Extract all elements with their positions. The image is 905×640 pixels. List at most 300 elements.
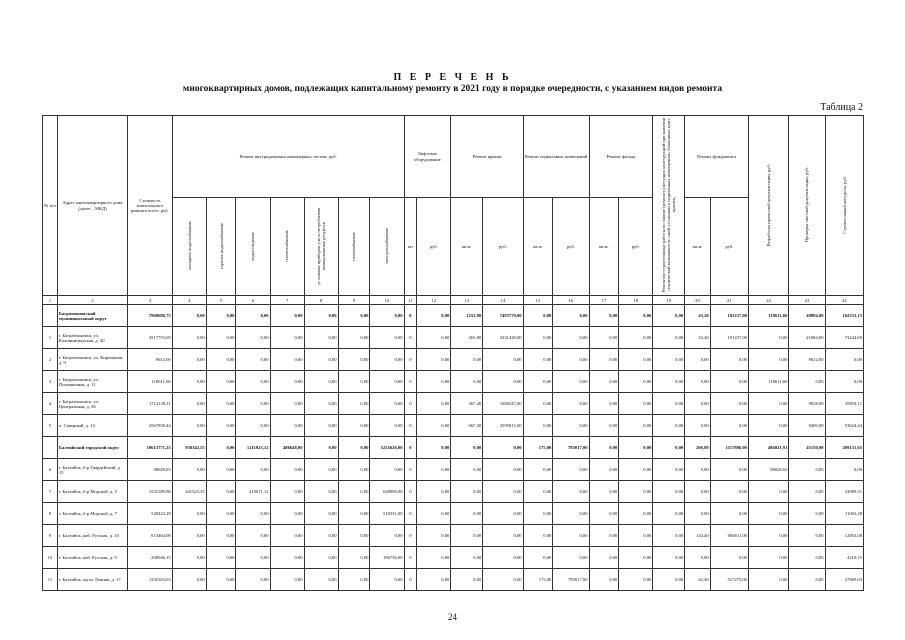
row-value: 0,00 bbox=[553, 371, 589, 393]
row-value: 0,00 bbox=[206, 547, 236, 569]
row-value: 0,00 bbox=[619, 547, 653, 569]
row-value: 0,00 bbox=[789, 459, 825, 481]
row-value: 0,00 bbox=[451, 459, 483, 481]
row-value: 0,00 bbox=[270, 415, 304, 437]
row-value: 0,00 bbox=[417, 525, 451, 547]
row-value: 600611,00 bbox=[710, 525, 748, 547]
row-value: 0,00 bbox=[589, 371, 619, 393]
row-value: 53624,44 bbox=[825, 415, 863, 437]
row-value: 486648,00 bbox=[270, 437, 304, 459]
row-value: 118611,60 bbox=[748, 305, 788, 327]
row-value: 0,00 bbox=[338, 349, 370, 371]
row-value: 0,00 bbox=[653, 503, 685, 525]
row-value: 9828,00 bbox=[789, 393, 825, 415]
row-value: 0,00 bbox=[270, 547, 304, 569]
row-number bbox=[43, 305, 58, 327]
row-value: 0,00 bbox=[483, 371, 523, 393]
row-value: 0,00 bbox=[553, 305, 589, 327]
unit-lift-sht: шт bbox=[404, 198, 417, 296]
row-value: 0,00 bbox=[685, 393, 711, 415]
document-subtitle: многоквартирных домов, подлежащих капитальному ремонту в 2021 году в порядке очередности, с указанием видов ремонта bbox=[182, 84, 723, 94]
row-value: 0,00 bbox=[338, 371, 370, 393]
row-value: 0,00 bbox=[172, 415, 206, 437]
row-value: 0,00 bbox=[685, 349, 711, 371]
header-control: Строительный контроль, руб. bbox=[825, 116, 863, 296]
row-value: 0,00 bbox=[653, 569, 685, 591]
row-value: 0,00 bbox=[417, 459, 451, 481]
row-value: 2595815,00 bbox=[483, 415, 523, 437]
row-value: 0,00 bbox=[589, 393, 619, 415]
header-cost: Стоимость капитального ремонта всего, руб. bbox=[128, 116, 173, 296]
row-value: 0,00 bbox=[789, 481, 825, 503]
header-roof: Ремонт крыши bbox=[451, 116, 523, 198]
table-row bbox=[43, 459, 864, 481]
row-value: 0,00 bbox=[619, 437, 653, 459]
row-value: 0 bbox=[404, 327, 417, 349]
column-number: 10 bbox=[370, 296, 404, 305]
row-value: 0,00 bbox=[304, 393, 338, 415]
header-cold-water: холодное водоснабжение bbox=[172, 198, 206, 296]
row-value: 0,00 bbox=[523, 547, 553, 569]
row-value: 10613771,23 bbox=[128, 437, 173, 459]
row-value: 0,00 bbox=[304, 525, 338, 547]
row-value: 638906,00 bbox=[370, 481, 404, 503]
column-number: 15 bbox=[523, 296, 553, 305]
row-value: 0,00 bbox=[338, 327, 370, 349]
header-meters: установка приборов учета потребления коммунальных ресурсов bbox=[304, 198, 338, 296]
row-address: г. Багратионовск, ул. Калининградская, д. 40 bbox=[57, 327, 127, 349]
row-value: 0,00 bbox=[553, 547, 589, 569]
row-value: 0,00 bbox=[236, 569, 270, 591]
row-value: 0,00 bbox=[206, 481, 236, 503]
row-value: 32089,51 bbox=[825, 481, 863, 503]
row-value: 0,00 bbox=[417, 327, 451, 349]
row-value: 0,00 bbox=[304, 349, 338, 371]
row-value: 0,00 bbox=[417, 481, 451, 503]
header-foundation: Ремонт фундамента bbox=[685, 116, 749, 198]
row-value: 0,00 bbox=[236, 349, 270, 371]
row-value: 0,00 bbox=[206, 569, 236, 591]
row-value: 0,00 bbox=[553, 393, 589, 415]
row-value: 43,20 bbox=[685, 327, 711, 349]
row-value: 0,00 bbox=[451, 437, 483, 459]
row-value: 191237,00 bbox=[710, 305, 748, 327]
row-address: г. Багратионовск, ул. Кирпичная, д. 9 bbox=[57, 349, 127, 371]
row-value: 0,00 bbox=[523, 481, 553, 503]
row-value: 785017,00 bbox=[553, 569, 589, 591]
row-value: 0,00 bbox=[619, 371, 653, 393]
row-value: 0,00 bbox=[748, 481, 788, 503]
row-number: 8 bbox=[43, 503, 58, 525]
row-value: 0 bbox=[404, 525, 417, 547]
row-value: 0,00 bbox=[304, 327, 338, 349]
table-row bbox=[43, 481, 864, 503]
row-value: 1712139,11 bbox=[128, 393, 173, 415]
column-number: 22 bbox=[748, 296, 788, 305]
row-value: 0,00 bbox=[270, 305, 304, 327]
header-gas: газоснабжение bbox=[338, 198, 370, 296]
table-body bbox=[43, 305, 864, 591]
row-value: 0,00 bbox=[417, 393, 451, 415]
row-value: 0,00 bbox=[619, 525, 653, 547]
row-address: п. Северный, д. 14 bbox=[57, 415, 127, 437]
row-address: г. Багратионовск, ул. Центральная, д. 36 bbox=[57, 393, 127, 415]
row-value: 0,00 bbox=[451, 371, 483, 393]
row-value: 62,40 bbox=[685, 569, 711, 591]
header-engineering: Ремонт внутридомовых инженерных систем, руб. bbox=[172, 116, 404, 198]
row-value: 0,00 bbox=[338, 503, 370, 525]
table-row bbox=[43, 327, 864, 349]
row-value: 0,00 bbox=[553, 503, 589, 525]
row-value: 0,00 bbox=[338, 393, 370, 415]
row-value: 0,00 bbox=[451, 503, 483, 525]
row-value: 0,00 bbox=[338, 305, 370, 327]
row-value: 0,00 bbox=[685, 503, 711, 525]
row-value: 0,00 bbox=[748, 393, 788, 415]
row-value: 0,00 bbox=[710, 349, 748, 371]
row-value: 0,00 bbox=[589, 459, 619, 481]
row-value: 0 bbox=[404, 305, 417, 327]
row-value: 0,00 bbox=[710, 415, 748, 437]
row-value: 0,00 bbox=[338, 547, 370, 569]
row-value: 0,00 bbox=[270, 371, 304, 393]
row-value: 118611,60 bbox=[748, 371, 788, 393]
row-value: 0,00 bbox=[483, 547, 523, 569]
column-number: 19 bbox=[653, 296, 685, 305]
row-value: 8400,00 bbox=[789, 415, 825, 437]
table-row bbox=[43, 371, 864, 393]
row-value: 0,00 bbox=[338, 437, 370, 459]
row-value: 0,00 bbox=[748, 349, 788, 371]
table-row bbox=[43, 415, 864, 437]
row-value: 0 bbox=[404, 437, 417, 459]
row-value: 191237,00 bbox=[710, 327, 748, 349]
column-number: 7 bbox=[270, 296, 304, 305]
row-value: 35854,11 bbox=[825, 393, 863, 415]
row-value: 49894,00 bbox=[789, 305, 825, 327]
row-value: 0,00 bbox=[270, 349, 304, 371]
column-number: 5 bbox=[206, 296, 236, 305]
row-value: 0,00 bbox=[206, 327, 236, 349]
row-value: 0,00 bbox=[589, 327, 619, 349]
row-value: 0,00 bbox=[206, 371, 236, 393]
row-value: 0,00 bbox=[236, 547, 270, 569]
unit-foundation-m2: кв.м. bbox=[685, 198, 711, 296]
row-number: 10 bbox=[43, 547, 58, 569]
row-number: 2 bbox=[43, 349, 58, 371]
row-value: 0,00 bbox=[270, 327, 304, 349]
row-value: 0,00 bbox=[270, 569, 304, 591]
row-value: 0,00 bbox=[825, 459, 863, 481]
row-value: 0,00 bbox=[653, 349, 685, 371]
row-value: 0,00 bbox=[789, 547, 825, 569]
table-row bbox=[43, 349, 864, 371]
document-title: П Е Р Е Ч Е Н Ь bbox=[393, 72, 512, 83]
row-value: 0,00 bbox=[825, 371, 863, 393]
row-value: 0,00 bbox=[483, 437, 523, 459]
table-total-row bbox=[43, 305, 864, 327]
row-value: 0,00 bbox=[553, 459, 589, 481]
row-value: 0,00 bbox=[553, 349, 589, 371]
row-value: 0 bbox=[404, 547, 417, 569]
row-value: 0,00 bbox=[451, 349, 483, 371]
row-value: 0,00 bbox=[206, 305, 236, 327]
row-value: 0,00 bbox=[304, 569, 338, 591]
row-value: 7493770,00 bbox=[483, 305, 523, 327]
row-value: 0,00 bbox=[172, 569, 206, 591]
row-address: Багратионовский муниципальный округ bbox=[57, 305, 127, 327]
row-address: г. Балтийск, б-р Морской, д. 7 bbox=[57, 503, 127, 525]
row-value: 0,00 bbox=[710, 393, 748, 415]
row-address: г. Балтийск, б-р Морской, д. 5 bbox=[57, 481, 127, 503]
row-value: 0,00 bbox=[206, 349, 236, 371]
header-heating: теплоснабжение bbox=[270, 198, 304, 296]
row-value: 0 bbox=[404, 371, 417, 393]
row-value: 0,00 bbox=[748, 503, 788, 525]
row-value: 0,00 bbox=[619, 349, 653, 371]
page-number: 24 bbox=[448, 612, 457, 622]
row-value: 0,00 bbox=[417, 371, 451, 393]
row-value: 0,00 bbox=[370, 349, 404, 371]
row-value: 175,00 bbox=[523, 437, 553, 459]
row-value: 0,00 bbox=[553, 481, 589, 503]
row-value: 0,00 bbox=[523, 371, 553, 393]
row-value: 3517753,69 bbox=[128, 327, 173, 349]
row-value: 0,00 bbox=[172, 503, 206, 525]
row-value: 9612,00 bbox=[789, 349, 825, 371]
row-value: 0,00 bbox=[370, 459, 404, 481]
table-label: Таблица 2 bbox=[820, 102, 863, 113]
row-value: 528423,28 bbox=[128, 503, 173, 525]
row-value: 0,00 bbox=[451, 525, 483, 547]
row-value: 118611,60 bbox=[128, 371, 173, 393]
row-address: г. Балтийск, пр-кт Ленина, д. 17 bbox=[57, 569, 127, 591]
row-address: г. Балтийск, б-р Гвардейский, д. 15 bbox=[57, 459, 127, 481]
row-value: 0,00 bbox=[270, 503, 304, 525]
row-value: 0,00 bbox=[619, 459, 653, 481]
unit-facade-rub: руб. bbox=[619, 198, 653, 296]
row-value: 0 bbox=[404, 481, 417, 503]
row-value: 0,00 bbox=[653, 327, 685, 349]
header-reinforce: Ремонтно-строительные работы по замене (ремонту) несущих конструкций при наличии технической возможности такой установки в подвальных помещениях, балконных плит, крылец bbox=[653, 116, 685, 296]
row-value: 0,00 bbox=[523, 305, 553, 327]
row-value: 0,00 bbox=[172, 327, 206, 349]
row-number: 7 bbox=[43, 481, 58, 503]
table-row bbox=[43, 393, 864, 415]
row-value: 0,00 bbox=[653, 459, 685, 481]
row-value: 73244,69 bbox=[825, 327, 863, 349]
row-value: 0,00 bbox=[523, 525, 553, 547]
row-value: 2567839,44 bbox=[128, 415, 173, 437]
row-value: 0,00 bbox=[685, 371, 711, 393]
row-number: 5 bbox=[43, 415, 58, 437]
row-number: 9 bbox=[43, 525, 58, 547]
header-basement: Ремонт подвальных помещений bbox=[523, 116, 589, 198]
row-address: г. Балтийск, наб. Русская, д. 9 bbox=[57, 547, 127, 569]
row-value: 0,00 bbox=[451, 547, 483, 569]
row-value: 200946,15 bbox=[128, 547, 173, 569]
row-value: 0,00 bbox=[523, 459, 553, 481]
row-value: 0,00 bbox=[553, 525, 589, 547]
row-value: 45150,00 bbox=[789, 437, 825, 459]
row-value: 0 bbox=[404, 503, 417, 525]
row-value: 938342,55 bbox=[172, 437, 206, 459]
row-value: 0,00 bbox=[370, 415, 404, 437]
row-value: 0,00 bbox=[417, 437, 451, 459]
row-value: 0,00 bbox=[653, 481, 685, 503]
unit-foundation-rub: руб. bbox=[710, 198, 748, 296]
row-value: 0,00 bbox=[748, 547, 788, 569]
row-value: 785017,00 bbox=[553, 437, 589, 459]
row-value: 0,00 bbox=[338, 459, 370, 481]
row-value: 9612,00 bbox=[128, 349, 173, 371]
row-value: 0,00 bbox=[789, 525, 825, 547]
table-total-row bbox=[43, 437, 864, 459]
table-row bbox=[43, 547, 864, 569]
column-number: 17 bbox=[589, 296, 619, 305]
row-value: 0,00 bbox=[523, 503, 553, 525]
header-expertise: Проверка сметной документации, руб. bbox=[789, 116, 825, 296]
row-value: 0,00 bbox=[710, 459, 748, 481]
row-value: 0,00 bbox=[748, 525, 788, 547]
row-value: 1666547,00 bbox=[483, 393, 523, 415]
row-value: 0,00 bbox=[710, 481, 748, 503]
row-value: 0,00 bbox=[483, 349, 523, 371]
row-value: 11092,28 bbox=[825, 503, 863, 525]
row-number: 4 bbox=[43, 393, 58, 415]
row-value: 0,00 bbox=[653, 525, 685, 547]
row-value: 0,00 bbox=[304, 547, 338, 569]
unit-roof-m2: кв.м. bbox=[451, 198, 483, 296]
row-address: г. Багратионовск, ул. Пограничная, д. 11 bbox=[57, 371, 127, 393]
header-no: № п/п bbox=[43, 116, 58, 296]
row-address: г. Балтийск, наб. Русская, д. 10 bbox=[57, 525, 127, 547]
column-number: 14 bbox=[483, 296, 523, 305]
row-value: 98028,63 bbox=[128, 459, 173, 481]
row-value: 0,00 bbox=[451, 481, 483, 503]
row-value: 0,00 bbox=[417, 547, 451, 569]
column-number: 21 bbox=[710, 296, 748, 305]
row-value: 0,00 bbox=[483, 525, 523, 547]
row-value: 1330163,63 bbox=[128, 569, 173, 591]
row-number: 3 bbox=[43, 371, 58, 393]
row-value: 3231428,00 bbox=[483, 327, 523, 349]
row-value: 0 bbox=[404, 393, 417, 415]
column-number: 16 bbox=[553, 296, 589, 305]
table-row bbox=[43, 503, 864, 525]
row-value: 0,00 bbox=[304, 459, 338, 481]
row-value: 0,00 bbox=[236, 305, 270, 327]
row-value: 0,00 bbox=[589, 525, 619, 547]
row-value: 419071,12 bbox=[236, 481, 270, 503]
row-value: 0,00 bbox=[172, 459, 206, 481]
row-value: 0,00 bbox=[236, 415, 270, 437]
row-value: 196756,00 bbox=[370, 547, 404, 569]
row-value: 518331,00 bbox=[370, 503, 404, 525]
column-number: 18 bbox=[619, 296, 653, 305]
row-value: 0,00 bbox=[653, 371, 685, 393]
row-value: 0,00 bbox=[710, 371, 748, 393]
row-value: 0,00 bbox=[338, 569, 370, 591]
row-value: 0,00 bbox=[589, 569, 619, 591]
header-facade: Ремонт фасада bbox=[589, 116, 653, 198]
row-value: 0,00 bbox=[825, 349, 863, 371]
row-value: 0,00 bbox=[589, 481, 619, 503]
row-value: 0,00 bbox=[172, 305, 206, 327]
row-value: 0,00 bbox=[206, 503, 236, 525]
table-row bbox=[43, 569, 864, 591]
row-value: 0,00 bbox=[619, 415, 653, 437]
row-value: 0 bbox=[404, 415, 417, 437]
row-value: 0,00 bbox=[236, 503, 270, 525]
row-value: 1211923,12 bbox=[236, 437, 270, 459]
row-value: 441523,35 bbox=[172, 481, 206, 503]
row-value: 0,00 bbox=[748, 327, 788, 349]
row-value: 0,00 bbox=[710, 547, 748, 569]
row-value: 0,00 bbox=[589, 349, 619, 371]
row-value: 0,00 bbox=[370, 371, 404, 393]
row-value: 0,00 bbox=[417, 503, 451, 525]
row-value: 0,00 bbox=[653, 437, 685, 459]
row-value: 0,00 bbox=[270, 481, 304, 503]
row-value: 0,00 bbox=[789, 371, 825, 393]
header-lift: Лифтовое оборудование bbox=[404, 116, 451, 198]
table-row bbox=[43, 525, 864, 547]
row-value: 517275,00 bbox=[710, 569, 748, 591]
row-value: 0,00 bbox=[789, 569, 825, 591]
row-value: 0,00 bbox=[619, 393, 653, 415]
row-value: 0,00 bbox=[338, 525, 370, 547]
row-value: 0,00 bbox=[417, 415, 451, 437]
row-value: 0,00 bbox=[172, 371, 206, 393]
row-value: 0,00 bbox=[685, 547, 711, 569]
unit-facade-m2: кв.м. bbox=[589, 198, 619, 296]
header-hot-water: горячее водоснабжение bbox=[206, 198, 236, 296]
row-value: 1117886,00 bbox=[710, 437, 748, 459]
row-value: 0,00 bbox=[304, 481, 338, 503]
row-value: 0,00 bbox=[653, 305, 685, 327]
column-number: 11 bbox=[404, 296, 417, 305]
row-value: 102533,15 bbox=[825, 305, 863, 327]
row-value: 0,00 bbox=[417, 305, 451, 327]
row-value: 0,00 bbox=[206, 393, 236, 415]
row-value: 7968686,75 bbox=[128, 305, 173, 327]
row-value: 0,00 bbox=[483, 503, 523, 525]
row-value: 0,00 bbox=[304, 305, 338, 327]
column-number: 8 bbox=[304, 296, 338, 305]
row-value: 0,00 bbox=[206, 459, 236, 481]
row-number: 6 bbox=[43, 459, 58, 481]
row-value: 0,00 bbox=[417, 349, 451, 371]
row-value: 0,00 bbox=[236, 525, 270, 547]
row-value: 27869,63 bbox=[825, 569, 863, 591]
row-value: 0,00 bbox=[270, 393, 304, 415]
row-value: 0,00 bbox=[619, 327, 653, 349]
row-value: 486021,91 bbox=[748, 437, 788, 459]
row-value: 21684,00 bbox=[789, 327, 825, 349]
row-value: 0,00 bbox=[206, 525, 236, 547]
row-value: 209151,65 bbox=[825, 437, 863, 459]
row-value: 0,00 bbox=[589, 547, 619, 569]
row-value: 0,00 bbox=[172, 349, 206, 371]
row-value: 5235626,00 bbox=[370, 437, 404, 459]
unit-lift-rub: руб. bbox=[417, 198, 451, 296]
column-number: 4 bbox=[172, 296, 206, 305]
row-value: 0,00 bbox=[483, 569, 523, 591]
column-number: 12 bbox=[417, 296, 451, 305]
row-value: 0 bbox=[404, 569, 417, 591]
row-value: 0,00 bbox=[553, 327, 589, 349]
